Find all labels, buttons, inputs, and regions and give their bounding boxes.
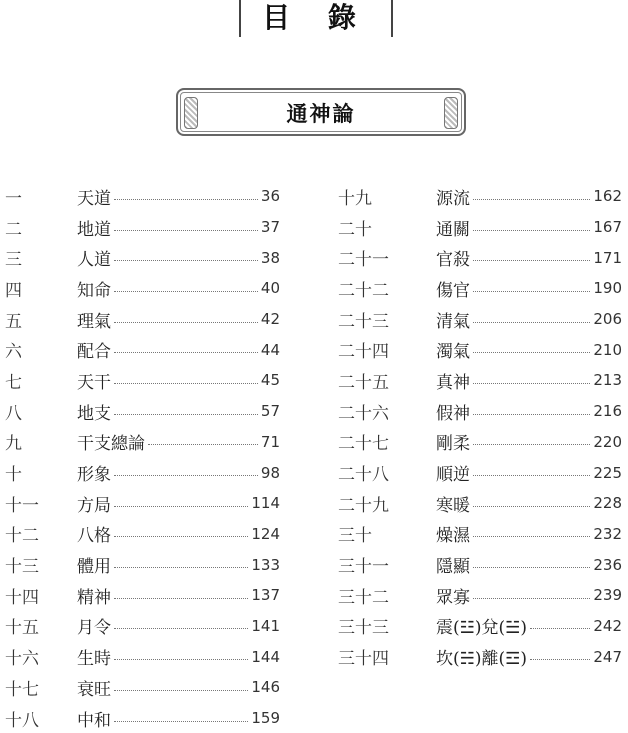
chapter-number: 八	[5, 403, 22, 424]
toc-entry[interactable]	[5, 703, 280, 733]
toc-entry[interactable]	[5, 641, 280, 672]
leader-dots	[473, 230, 590, 231]
toc-entry[interactable]	[5, 242, 280, 273]
page-number: 228	[593, 494, 622, 513]
toc-entry[interactable]	[338, 365, 622, 396]
page-number: 206	[593, 310, 622, 329]
chapter-number: 十	[5, 465, 22, 486]
chapter-number: 二十八	[338, 465, 389, 486]
page-number: 247	[593, 647, 622, 666]
chapter-number: 九	[5, 434, 22, 455]
page-number: 232	[593, 524, 622, 543]
page-number: 45	[260, 371, 280, 390]
chapter-title: 剛柔	[436, 434, 470, 455]
toc-left-column	[5, 181, 280, 733]
chapter-number: 十六	[5, 649, 39, 670]
page-number: 44	[260, 340, 280, 359]
chapter-number: 七	[5, 372, 22, 393]
toc-entry[interactable]	[5, 549, 280, 580]
leader-dots	[114, 567, 248, 568]
leader-dots	[114, 506, 248, 507]
page-number: 114	[251, 494, 280, 513]
chapter-number: 一	[5, 188, 22, 209]
leader-dots	[473, 598, 590, 599]
chapter-number: 十一	[5, 495, 39, 516]
leader-dots	[114, 414, 258, 415]
toc-entry[interactable]	[5, 672, 280, 703]
page-number: 57	[260, 402, 280, 421]
toc-entry[interactable]	[5, 611, 280, 642]
page-number: 38	[260, 248, 280, 267]
chapter-title: 傷官	[436, 280, 470, 301]
leader-dots	[530, 659, 590, 660]
chapter-number: 十七	[5, 679, 39, 700]
chapter-title: 知命	[77, 280, 111, 301]
chapter-number: 五	[5, 311, 22, 332]
chapter-title: 八格	[77, 526, 111, 547]
chapter-number: 十九	[338, 188, 372, 209]
chapter-title: 配合	[77, 342, 111, 363]
page-number: 36	[260, 187, 280, 206]
chapter-number: 十五	[5, 618, 39, 639]
chapter-title: 眾寡	[436, 587, 470, 608]
chapter-number: 四	[5, 280, 22, 301]
page-number: 37	[260, 218, 280, 237]
page-number: 98	[260, 463, 280, 482]
leader-dots	[473, 352, 590, 353]
leader-dots	[114, 690, 248, 691]
toc-entry[interactable]	[5, 365, 280, 396]
chapter-number: 三十四	[338, 649, 389, 670]
leader-dots	[473, 383, 590, 384]
chapter-title: 精神	[77, 587, 111, 608]
leader-dots	[530, 628, 590, 629]
leader-dots	[473, 322, 590, 323]
toc-entry[interactable]	[5, 519, 280, 550]
chapter-title: 天干	[77, 372, 111, 393]
chapter-title: 假神	[436, 403, 470, 424]
toc-entry[interactable]	[5, 181, 280, 212]
page-number: 167	[593, 218, 622, 237]
page-number: 239	[593, 586, 622, 605]
chapter-number: 三十一	[338, 557, 389, 578]
leader-dots	[148, 444, 258, 445]
toc-entry[interactable]	[338, 212, 622, 243]
chapter-number: 二十三	[338, 311, 389, 332]
leader-dots	[473, 475, 590, 476]
chapter-title: 地支	[77, 403, 111, 424]
page-number: 146	[251, 678, 280, 697]
toc-entry[interactable]	[338, 457, 622, 488]
leader-dots	[114, 721, 248, 722]
chapter-title: 衰旺	[77, 679, 111, 700]
chapter-number: 二十五	[338, 372, 389, 393]
leader-dots	[114, 659, 248, 660]
leader-dots	[473, 567, 590, 568]
chapter-title: 真神	[436, 372, 470, 393]
chapter-title: 方局	[77, 495, 111, 516]
toc-entry[interactable]	[338, 580, 622, 611]
leader-dots	[473, 506, 590, 507]
page-number: 133	[251, 555, 280, 574]
chapter-title: 源流	[436, 188, 470, 209]
leader-dots	[114, 322, 258, 323]
chapter-number: 十八	[5, 710, 39, 731]
toc-entry[interactable]	[338, 396, 622, 427]
leader-dots	[114, 352, 258, 353]
section-title: 通神論	[286, 102, 356, 126]
chapter-title: 順逆	[436, 465, 470, 486]
toc-entry[interactable]	[338, 304, 622, 335]
chapter-title: 隱顯	[436, 557, 470, 578]
leader-dots	[473, 199, 590, 200]
page-number: 210	[593, 340, 622, 359]
page-number: 124	[251, 524, 280, 543]
leader-dots	[473, 414, 590, 415]
leader-dots	[114, 383, 258, 384]
page-number: 213	[593, 371, 622, 390]
leader-dots	[114, 536, 248, 537]
chapter-number: 二十四	[338, 342, 389, 363]
chapter-title: 燥濕	[436, 526, 470, 547]
toc-entry[interactable]	[5, 396, 280, 427]
leader-dots	[114, 260, 258, 261]
leader-dots	[114, 598, 248, 599]
page-number: 141	[251, 616, 280, 635]
toc-entry[interactable]	[5, 488, 280, 519]
page-number: 42	[260, 310, 280, 329]
chapter-number: 二十七	[338, 434, 389, 455]
chapter-number: 十三	[5, 557, 39, 578]
leader-dots	[473, 444, 590, 445]
section-banner	[176, 88, 466, 136]
toc-entry[interactable]	[338, 242, 622, 273]
toc-entry[interactable]	[338, 519, 622, 550]
page-number: 216	[593, 402, 622, 421]
chapter-title: 體用	[77, 557, 111, 578]
chapter-title: 坎(☵)離(☲)	[436, 649, 528, 670]
chapter-title: 月令	[77, 618, 111, 639]
chapter-title: 干支總論	[77, 434, 145, 455]
chapter-title: 形象	[77, 465, 111, 486]
page-number: 220	[593, 432, 622, 451]
leader-dots	[473, 536, 590, 537]
chapter-number: 二	[5, 219, 22, 240]
page-number: 159	[251, 709, 280, 728]
page-number: 225	[593, 463, 622, 482]
chapter-number: 六	[5, 342, 22, 363]
page-number: 236	[593, 555, 622, 574]
chapter-number: 三十	[338, 526, 372, 547]
leader-dots	[114, 230, 258, 231]
toc-entry[interactable]	[338, 427, 622, 458]
leader-dots	[114, 291, 258, 292]
chapter-title: 通關	[436, 219, 470, 240]
chapter-number: 三	[5, 250, 22, 271]
toc-entry[interactable]	[5, 580, 280, 611]
page-number: 71	[260, 432, 280, 451]
chapter-title: 地道	[77, 219, 111, 240]
chapter-number: 二十二	[338, 280, 389, 301]
chapter-title: 寒暖	[436, 495, 470, 516]
page-number: 242	[593, 616, 622, 635]
chapter-number: 二十六	[338, 403, 389, 424]
chapter-number: 二十	[338, 219, 372, 240]
leader-dots	[473, 260, 590, 261]
leader-dots	[114, 199, 258, 200]
toc-entry[interactable]	[5, 273, 280, 304]
chapter-number: 十二	[5, 526, 39, 547]
toc-entry[interactable]	[338, 641, 622, 672]
chapter-title: 清氣	[436, 311, 470, 332]
leader-dots	[473, 291, 590, 292]
chapter-title: 理氣	[77, 311, 111, 332]
chapter-title: 人道	[77, 250, 111, 271]
toc-entry[interactable]	[5, 334, 280, 365]
chapter-title: 震(☳)兌(☱)	[436, 618, 528, 639]
chapter-number: 十四	[5, 587, 39, 608]
toc-entry[interactable]	[5, 427, 280, 458]
page-number: 171	[593, 248, 622, 267]
toc-entry[interactable]	[5, 457, 280, 488]
chapter-title: 官殺	[436, 250, 470, 271]
page-number: 162	[593, 187, 622, 206]
page-number: 190	[593, 279, 622, 298]
chapter-number: 二十一	[338, 250, 389, 271]
chapter-title: 中和	[77, 710, 111, 731]
toc-entry[interactable]	[338, 549, 622, 580]
leader-dots	[114, 475, 258, 476]
page-number: 137	[251, 586, 280, 605]
toc-entry[interactable]	[5, 212, 280, 243]
page-number: 144	[251, 647, 280, 666]
chapter-title: 天道	[77, 188, 111, 209]
page-title: 目 錄	[262, 1, 370, 34]
toc-entry[interactable]	[338, 611, 622, 642]
toc-entry[interactable]	[338, 273, 622, 304]
toc-right-column	[338, 181, 622, 672]
chapter-number: 二十九	[338, 495, 389, 516]
chapter-title: 濁氣	[436, 342, 470, 363]
chapter-number: 三十三	[338, 618, 389, 639]
chapter-title: 生時	[77, 649, 111, 670]
chapter-number: 三十二	[338, 587, 389, 608]
toc-entry[interactable]	[338, 488, 622, 519]
leader-dots	[114, 628, 248, 629]
page-number: 40	[260, 279, 280, 298]
toc-entry[interactable]	[338, 181, 622, 212]
toc-entry[interactable]	[338, 334, 622, 365]
toc-entry[interactable]	[5, 304, 280, 335]
